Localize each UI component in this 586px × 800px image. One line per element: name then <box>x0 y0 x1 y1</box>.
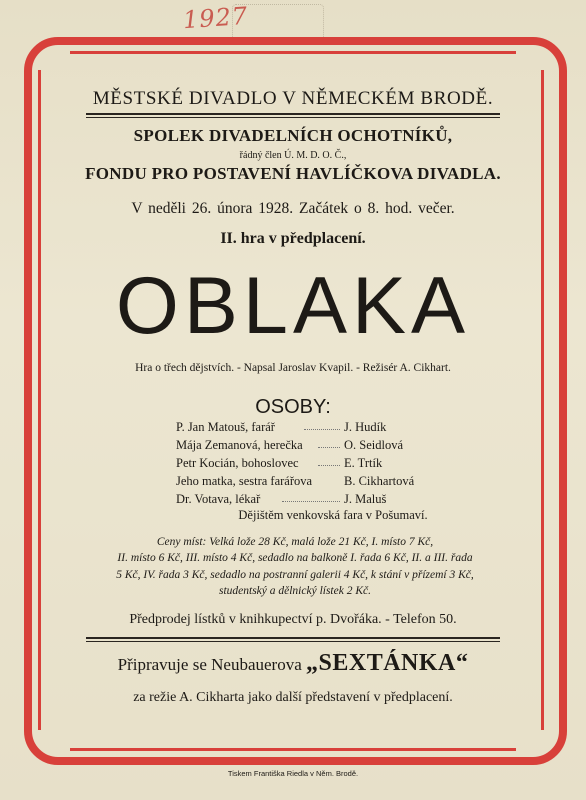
ticket-prices <box>80 534 510 599</box>
subscription-note: II. hra v předplacení. <box>220 230 366 247</box>
cast-row <box>176 456 476 474</box>
cast-actor: O. Seidlová <box>344 438 404 452</box>
upcoming-direction: za režie A. Cikharta jako další představení v předplacení. <box>133 690 453 705</box>
price-line: studentský a dělnický lístek 2 Kč. <box>218 584 371 597</box>
performance-date: V neděli 26. února 1928. Začátek o 8. hod. večer. <box>131 200 455 217</box>
society-name: SPOLEK DIVADELNÍCH OCHOTNÍKŮ, <box>133 126 453 145</box>
cast-list <box>176 420 476 510</box>
presale-info: Předprodej lístků v knihkupectví p. Dvořáka. - Telefon 50. <box>129 612 457 627</box>
handwritten-note: 1927 <box>182 1 249 35</box>
upcoming-title: „SEXTÁNKA“ <box>306 650 469 676</box>
cast-role: Jeho matka, sestra farářova <box>176 474 313 488</box>
price-line: Ceny míst: Velká lože 28 Kč, malá lože 21 Kč, I. místo 7 Kč, <box>156 536 434 548</box>
cast-actor: E. Trtík <box>344 456 383 470</box>
leader-dots <box>318 447 340 448</box>
membership-note: řádný člen Ú. M. D. O. Č., <box>239 150 347 161</box>
price-line: II. místo 6 Kč, III. místo 4 Kč, sedadlo na balkoně I. řada 6 Kč, II. a III. řada <box>117 552 473 565</box>
theatre-name: MĚSTSKÉ DIVADLO V NĚMECKÉM BRODĚ. <box>92 88 494 109</box>
cast-heading: OSOBY: <box>255 396 331 418</box>
divider-bottom-thin <box>86 641 500 642</box>
cast-role: Petr Kocián, bohoslovec <box>176 456 299 470</box>
divider-top-thin <box>86 117 500 118</box>
divider-top <box>86 113 500 115</box>
cast-row <box>176 420 476 438</box>
play-setting: Dějištěm venkovská fara v Pošumaví. <box>238 508 428 522</box>
play-title: OBLAKA <box>115 261 471 351</box>
price-line: 5 Kč, IV. řada 3 Kč, sedadlo na postranní galerii 4 Kč, k stání v přízemí 3 Kč, <box>116 568 474 581</box>
cast-actor: B. Cikhartová <box>344 474 415 488</box>
leader-dots <box>304 429 340 430</box>
divider-bottom <box>86 637 500 639</box>
cast-role: Dr. Votava, lékař <box>176 492 261 506</box>
fund-name: FONDU PRO POSTAVENÍ HAVLÍČKOVA DIVADLA. <box>85 164 501 183</box>
upcoming-announcement <box>0 650 586 677</box>
cast-row <box>176 438 476 456</box>
cast-role: P. Jan Matouš, farář <box>176 420 275 434</box>
cast-actor: J. Hudík <box>344 420 387 434</box>
cast-role: Mája Zemanová, herečka <box>176 438 303 452</box>
red-frame-rail-bottom <box>70 748 516 751</box>
leader-dots <box>282 501 340 502</box>
red-frame-rail-top <box>70 51 516 54</box>
play-credits: Hra o třech dějstvích. - Napsal Jaroslav Kvapil. - Režisér A. Cikhart. <box>135 362 451 374</box>
cast-row <box>176 474 476 492</box>
upcoming-prefix: Připravuje se Neubauerova <box>117 655 306 674</box>
cast-actor: J. Maluš <box>344 492 387 506</box>
printer-credit: Tiskem Františka Riedla v Něm. Brodě. <box>227 769 359 778</box>
leader-dots <box>318 465 340 466</box>
